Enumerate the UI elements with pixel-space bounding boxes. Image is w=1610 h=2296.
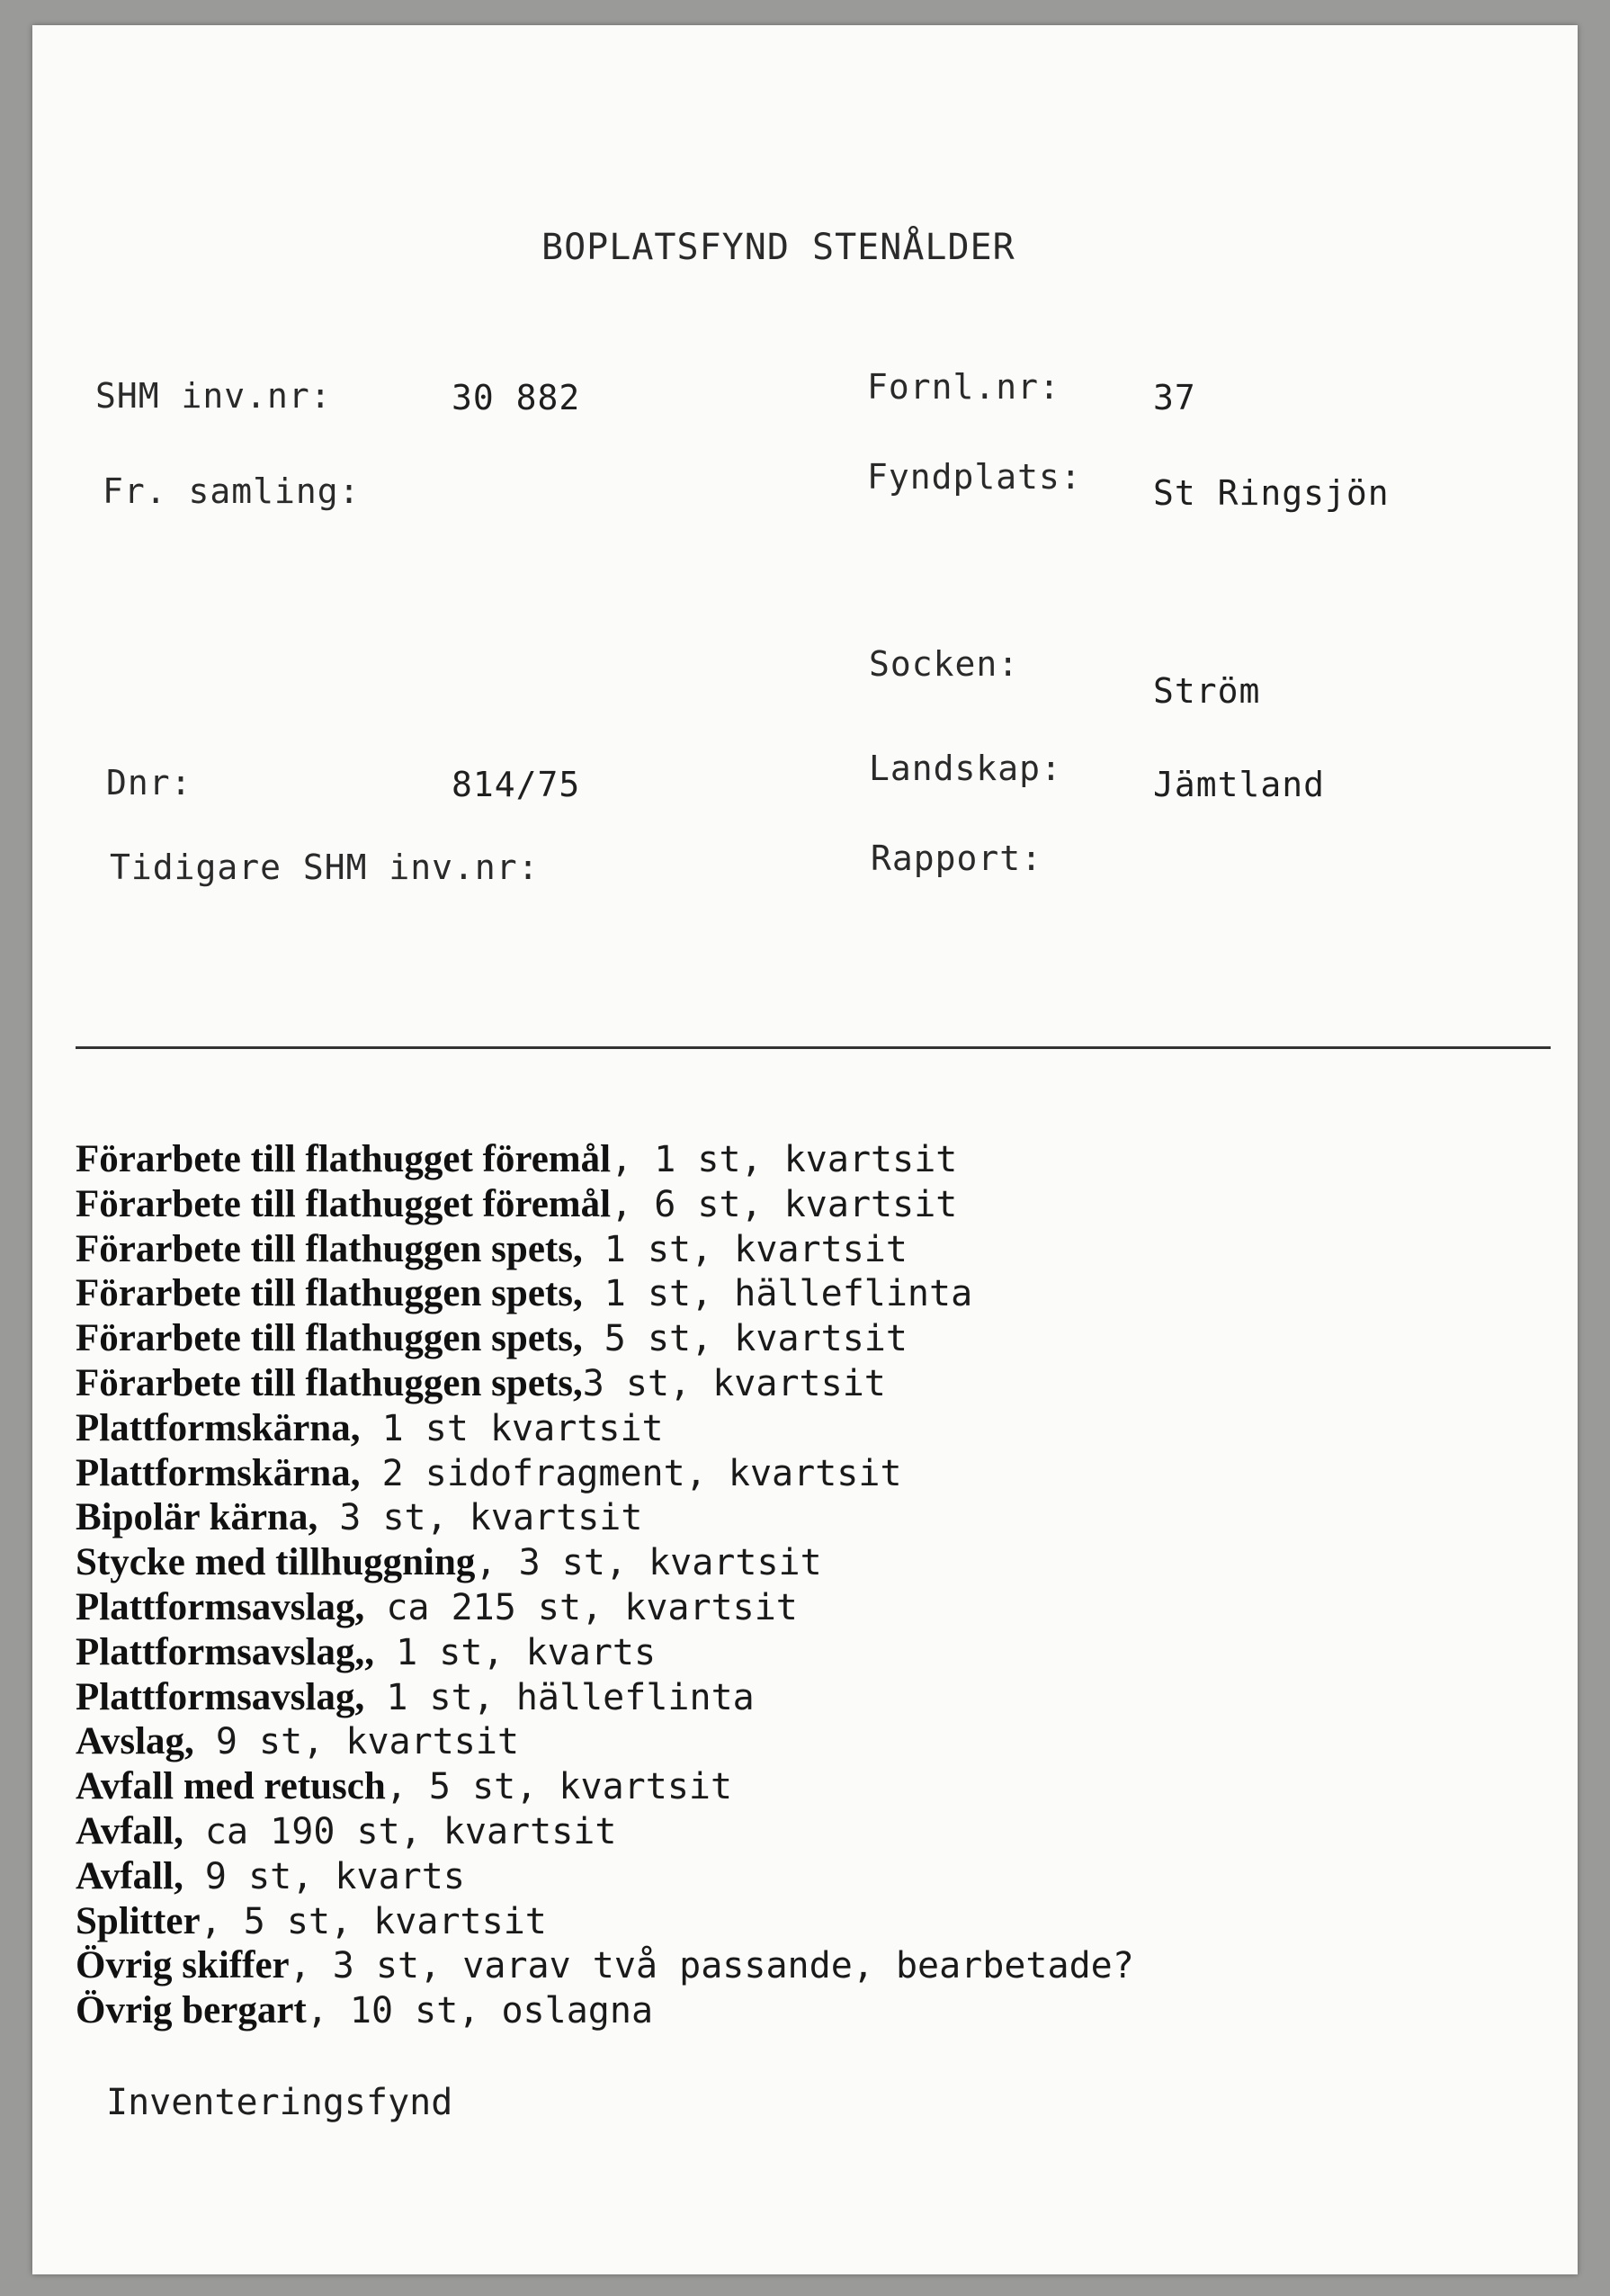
find-name: Förarbete till flathugget föremål xyxy=(76,1138,612,1180)
socken-value: Ström xyxy=(1153,671,1261,711)
list-item xyxy=(76,1899,1134,1944)
socken-label: Socken: xyxy=(869,644,1020,684)
list-item xyxy=(76,1137,1134,1182)
find-detail: , 5 st, kvartsit xyxy=(385,1766,733,1808)
find-detail: 1 st, hälleflinta xyxy=(582,1273,973,1315)
tidigare-shm-inv-nr-label: Tidigare SHM inv.nr: xyxy=(110,848,540,887)
find-name: Bipolär kärna, xyxy=(76,1496,318,1539)
find-name: Övrig bergart xyxy=(76,1989,307,2032)
fyndplats-label: Fyndplats: xyxy=(867,457,1082,497)
find-detail: 3 st, kvartsit xyxy=(318,1497,643,1539)
find-detail: ca 190 st, kvartsit xyxy=(183,1810,617,1852)
find-detail: , 3 st, kvartsit xyxy=(475,1542,822,1584)
landskap-label: Landskap: xyxy=(869,749,1062,788)
list-item xyxy=(76,1764,1134,1809)
find-detail: 3 st, kvartsit xyxy=(582,1362,886,1404)
list-item xyxy=(76,1540,1134,1585)
find-detail: 1 st, hälleflinta xyxy=(364,1676,755,1718)
list-item xyxy=(76,1630,1134,1675)
find-detail: 1 st, kvartsit xyxy=(582,1228,908,1270)
list-item xyxy=(76,1495,1134,1540)
dnr-value: 814/75 xyxy=(452,765,581,804)
footer-note: Inventeringsfynd xyxy=(106,2082,453,2123)
find-name: Plattformsavslag, xyxy=(76,1675,365,1718)
find-detail: 1 st, kvarts xyxy=(374,1631,657,1673)
find-detail: ca 215 st, kvartsit xyxy=(364,1586,798,1628)
list-item xyxy=(76,1406,1134,1451)
find-name: Förarbete till flathugget föremål xyxy=(76,1182,612,1225)
find-name: Förarbete till flathuggen spets, xyxy=(76,1317,583,1360)
find-name: Övrig skiffer xyxy=(76,1944,290,1987)
find-name: Avfall, xyxy=(76,1809,183,1852)
list-item xyxy=(76,1943,1134,1988)
list-item xyxy=(76,1182,1134,1227)
find-name: Avslag, xyxy=(76,1720,194,1763)
list-item xyxy=(76,1988,1134,2033)
find-name: Förarbete till flathuggen spets, xyxy=(76,1361,583,1404)
dnr-label: Dnr: xyxy=(106,763,192,803)
list-item xyxy=(76,1585,1134,1630)
find-name: Plattformsavslag, xyxy=(76,1585,365,1628)
find-detail: 9 st, kvartsit xyxy=(193,1721,520,1763)
list-item xyxy=(76,1227,1134,1272)
find-name: Avfall, xyxy=(76,1854,183,1897)
fornl-nr-value: 37 xyxy=(1153,378,1196,417)
landskap-value: Jämtland xyxy=(1153,765,1326,804)
rapport-label: Rapport: xyxy=(871,839,1043,878)
find-name: Plattformskärna, xyxy=(76,1406,361,1449)
shm-inv-nr-value: 30 882 xyxy=(452,378,581,417)
find-detail: 1 st kvartsit xyxy=(360,1407,664,1449)
find-name: Förarbete till flathuggen spets, xyxy=(76,1227,583,1270)
find-name: Förarbete till flathuggen spets, xyxy=(76,1272,583,1315)
find-detail: 9 st, kvarts xyxy=(183,1855,465,1897)
find-detail: , 6 st, kvartsit xyxy=(611,1183,958,1225)
divider-line xyxy=(76,1046,1551,1049)
list-item xyxy=(76,1361,1134,1406)
find-detail: , 10 st, oslagna xyxy=(306,1990,654,2032)
fyndplats-value: St Ringsjön xyxy=(1153,473,1390,513)
list-item xyxy=(76,1271,1134,1316)
finds-list xyxy=(76,1137,1134,2033)
card-title: BOPLATSFYND STENÅLDER xyxy=(541,227,1015,268)
shm-inv-nr-label: SHM inv.nr: xyxy=(95,376,332,416)
fr-samling-label: Fr. samling: xyxy=(103,471,361,511)
find-name: Plattformsavslag,, xyxy=(76,1630,374,1673)
list-item xyxy=(76,1675,1134,1720)
list-item xyxy=(76,1809,1134,1854)
find-name: Splitter xyxy=(76,1899,201,1942)
find-detail: , 3 st, varav två passande, bearbetade? xyxy=(289,1945,1134,1987)
list-item xyxy=(76,1451,1134,1496)
find-name: Stycke med tillhuggning xyxy=(76,1541,476,1584)
find-name: Avfall med retusch xyxy=(76,1765,386,1808)
list-item xyxy=(76,1719,1134,1764)
find-name: Plattformskärna, xyxy=(76,1451,361,1494)
list-item xyxy=(76,1316,1134,1361)
find-detail: 2 sidofragment, kvartsit xyxy=(360,1452,902,1494)
find-detail: 5 st, kvartsit xyxy=(582,1318,908,1360)
list-item xyxy=(76,1854,1134,1899)
fornl-nr-label: Fornl.nr: xyxy=(867,367,1060,407)
find-detail: , 1 st, kvartsit xyxy=(611,1139,958,1180)
find-detail: , 5 st, kvartsit xyxy=(200,1900,547,1942)
